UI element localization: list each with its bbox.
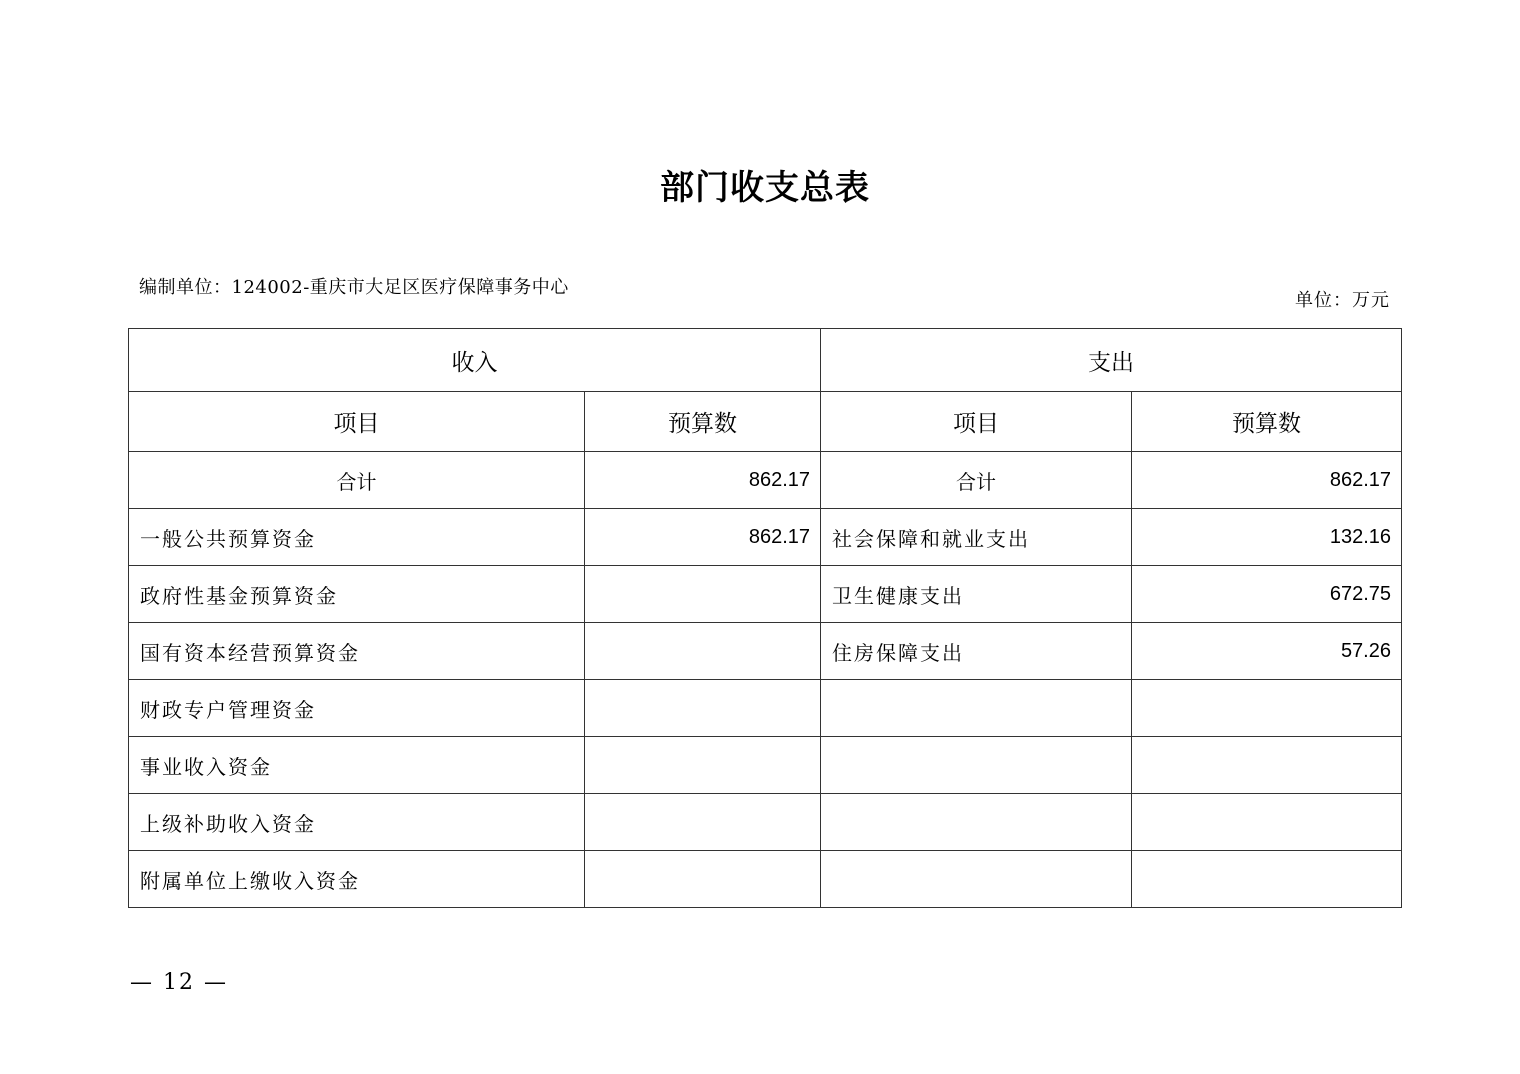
page-number: — 12 — (130, 970, 228, 995)
income-item: 政府性基金预算资金 (129, 566, 585, 623)
expense-value: 862.17 (1132, 452, 1402, 509)
expense-value: 57.26 (1132, 623, 1402, 680)
column-header-row (129, 392, 1402, 452)
income-value: 862.17 (585, 509, 821, 566)
table-row (129, 566, 1402, 623)
income-header: 收入 (129, 329, 821, 392)
expense-header: 支出 (821, 329, 1402, 392)
table-row (129, 680, 1402, 737)
table-row (129, 851, 1402, 908)
income-item-header: 项目 (129, 392, 585, 452)
income-budget-header: 预算数 (585, 392, 821, 452)
expense-budget-header: 预算数 (1132, 392, 1402, 452)
income-value (585, 680, 821, 737)
income-item: 事业收入资金 (129, 737, 585, 794)
table-row (129, 794, 1402, 851)
group-header-row (129, 329, 1402, 392)
income-value: 862.17 (585, 452, 821, 509)
org-label: 编制单位：124002-重庆市大足区医疗保障事务中心 (139, 277, 569, 298)
expense-value (1132, 851, 1402, 908)
expense-item (821, 680, 1132, 737)
expense-item: 卫生健康支出 (821, 566, 1132, 623)
expense-value (1132, 737, 1402, 794)
income-item: 附属单位上缴收入资金 (129, 851, 585, 908)
expense-item: 社会保障和就业支出 (821, 509, 1132, 566)
unit-label: 单位：万元 (1295, 290, 1390, 311)
table-row (129, 509, 1402, 566)
expense-item: 住房保障支出 (821, 623, 1132, 680)
expense-item (821, 737, 1132, 794)
income-item: 国有资本经营预算资金 (129, 623, 585, 680)
expense-value (1132, 794, 1402, 851)
page-title: 部门收支总表 (660, 168, 870, 208)
budget-table (128, 328, 1402, 908)
expense-item (821, 851, 1132, 908)
expense-item-header: 项目 (821, 392, 1132, 452)
income-item: 上级补助收入资金 (129, 794, 585, 851)
income-value (585, 566, 821, 623)
expense-value: 132.16 (1132, 509, 1402, 566)
table-row-total (129, 452, 1402, 509)
table-row (129, 623, 1402, 680)
income-value (585, 794, 821, 851)
income-value (585, 623, 821, 680)
expense-item: 合计 (821, 452, 1132, 509)
income-item: 合计 (129, 452, 585, 509)
income-item: 一般公共预算资金 (129, 509, 585, 566)
expense-item (821, 794, 1132, 851)
income-value (585, 737, 821, 794)
expense-value (1132, 680, 1402, 737)
income-value (585, 851, 821, 908)
income-item: 财政专户管理资金 (129, 680, 585, 737)
expense-value: 672.75 (1132, 566, 1402, 623)
table-row (129, 737, 1402, 794)
